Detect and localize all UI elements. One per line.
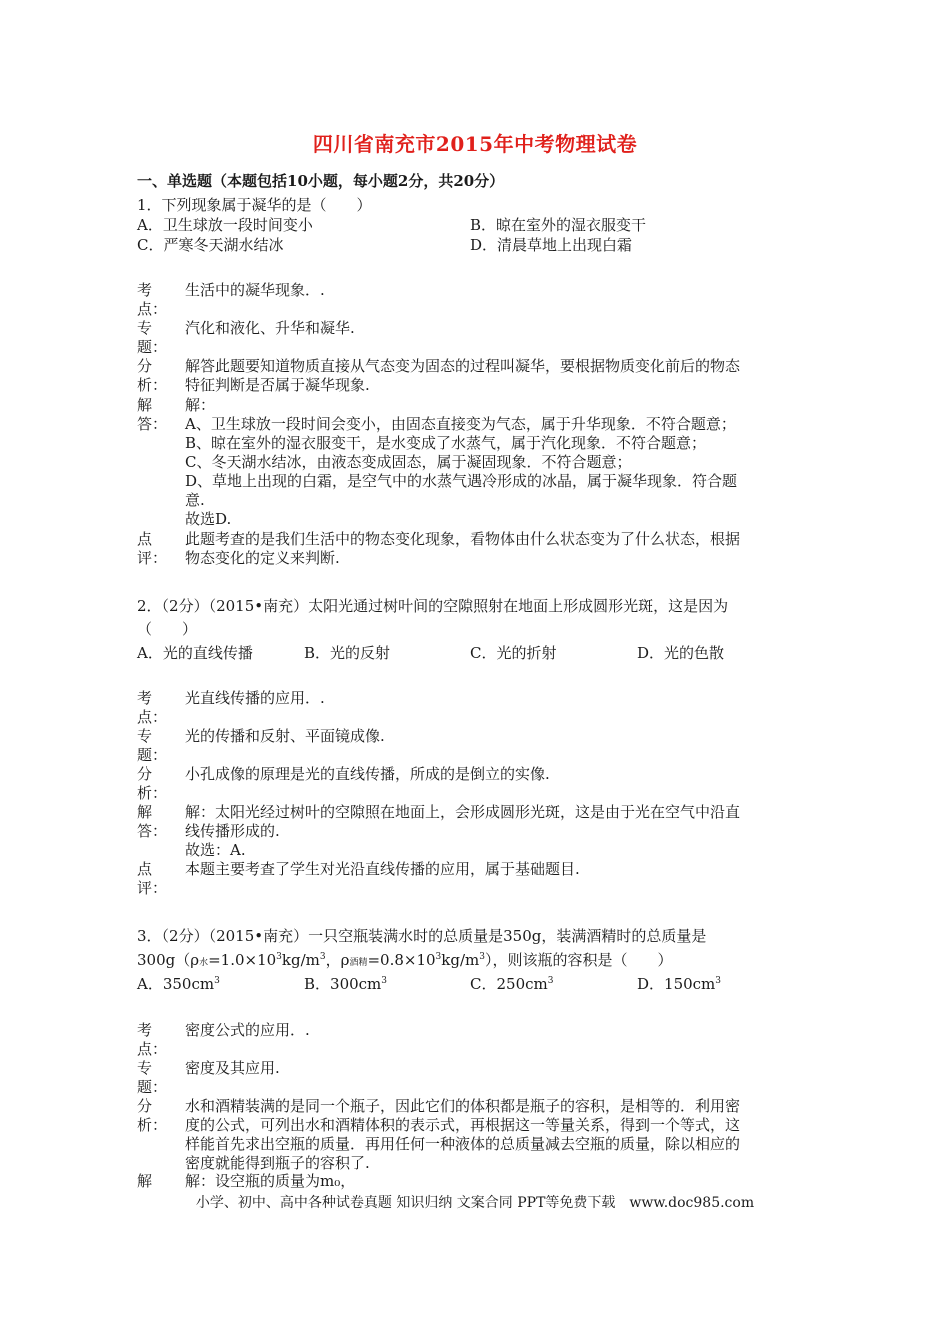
label-kaodian: 考 点： (137, 281, 168, 318)
label-kaodian: 考 点： (137, 689, 168, 726)
label-fenxi: 分 析： (137, 1097, 168, 1134)
page-footer: 小学、初中、高中各种试卷真题 知识归纳 文案合同 PPT等免费下载 www.doc985.com (195, 1195, 755, 1211)
section-heading: 一、单选题（本题包括10小题，每小题2分，共20分） (137, 172, 505, 190)
q3-stem-cont: 300g（ρ水$=1.0\times 10^3kg/m^3$，ρ酒精$=0.8\times 10^3kg/m^3$），则该瓶的容积是（ ） (137, 951, 673, 969)
q1-zhuanti-text: 汽化和液化、升华和凝华. (185, 319, 355, 337)
q2-dianping-text: 本题主要考查了学生对光沿直线传播的应用，属于基础题目. (185, 860, 580, 878)
q3-jieda-text: 解：设空瓶的质量为m₀， (185, 1172, 356, 1190)
q2-option-b: B．光的反射 (304, 644, 391, 662)
label-jieda: 解 (137, 1172, 153, 1190)
label-fenxi: 分 析： (137, 765, 168, 802)
q1-option-a: A．卫生球放一段时间变小 (137, 216, 313, 234)
label-dianping: 点 评： (137, 860, 168, 897)
q1-option-d: D．清晨草地上出现白霜 (470, 236, 633, 254)
q3-option-b: B．$300cm^3$ (304, 975, 388, 993)
label-dianping: 点 评： (137, 530, 168, 567)
q2-option-a: A．光的直线传播 (137, 644, 253, 662)
page-title: 四川省南充市2015年中考物理试卷 (312, 132, 638, 156)
q1-option-c: C．严寒冬天湖水结冰 (137, 236, 284, 254)
q1-fenxi-text: 解答此题要知道物质直接从气态变为固态的过程叫凝华，要根据物质变化前后的物态 特征判断是否属于凝华现象. (185, 357, 741, 394)
q3-stem: 3．（2分）（2015•南充）一只空瓶装满水时的总质量是350g，装满酒精时的总质量是 (137, 927, 707, 945)
q1-stem: 1．下列现象属于凝华的是（ ） (137, 196, 372, 214)
q2-option-c: C．光的折射 (470, 644, 557, 662)
q2-stem-cont: （ ） (137, 620, 198, 638)
q3-option-d: D．$150cm^3$ (637, 975, 722, 993)
q3-option-c: C．$250cm^3$ (470, 975, 554, 993)
q2-kaodian-text: 光直线传播的应用．. (185, 689, 325, 707)
label-kaodian: 考 点： (137, 1021, 168, 1058)
q3-option-a: A．$350cm^3$ (137, 975, 220, 993)
q1-dianping-text: 此题考查的是我们生活中的物态变化现象，看物体由什么状态变为了什么状态，根据 物态变化的定义来判断. (185, 530, 741, 567)
q2-zhuanti-text: 光的传播和反射、平面镜成像. (185, 727, 385, 745)
q2-stem: 2．（2分）（2015•南充）太阳光通过树叶间的空隙照射在地面上形成圆形光斑，这是因为 (137, 597, 729, 615)
q2-option-d: D．光的色散 (637, 644, 725, 662)
label-zhuanti: 专 题： (137, 319, 168, 356)
label-fenxi: 分 析： (137, 357, 168, 394)
q3-fenxi-text: 水和酒精装满的是同一个瓶子，因此它们的体积都是瓶子的容积，是相等的．利用密 度的公式，可列出水和酒精体积的表示式，再根据这一等量关系，得到一个等式，这 样能首先求出空瓶的质量．再用任何一种液体的总质量减去空瓶的质量，除以相应的 密度就能得到瓶子的容积了. (185, 1097, 741, 1172)
q2-jieda-text: 解：太阳光经过树叶的空隙照在地面上，会形成圆形光斑，这是由于光在空气中沿直 线传播形成的. 故选：A. (185, 803, 741, 859)
q1-jieda-text: 解： A、卫生球放一段时间会变小，由固态直接变为气态，属于升华现象．不符合题意； B、晾在室外的湿衣服变干，是水变成了水蒸气，属于汽化现象．不符合题意； C、冬天湖水结冰，由液态变成固态，属于凝固现象．不符合题意； D、草地上出现的白霜，是空气中的水蒸气遇冷形成的冰晶，属于凝华现象．符合题 意. 故选D. (185, 396, 738, 528)
q1-option-b: B．晾在室外的湿衣服变干 (470, 216, 647, 234)
q1-kaodian-text: 生活中的凝华现象．. (185, 281, 325, 299)
label-zhuanti: 专 题： (137, 727, 168, 764)
q3-zhuanti-text: 密度及其应用. (185, 1059, 280, 1077)
label-jieda: 解 答： (137, 396, 168, 433)
q3-kaodian-text: 密度公式的应用．. (185, 1021, 310, 1039)
q2-fenxi-text: 小孔成像的原理是光的直线传播，所成的是倒立的实像. (185, 765, 550, 783)
label-jieda: 解 答： (137, 803, 168, 840)
label-zhuanti: 专 题： (137, 1059, 168, 1096)
